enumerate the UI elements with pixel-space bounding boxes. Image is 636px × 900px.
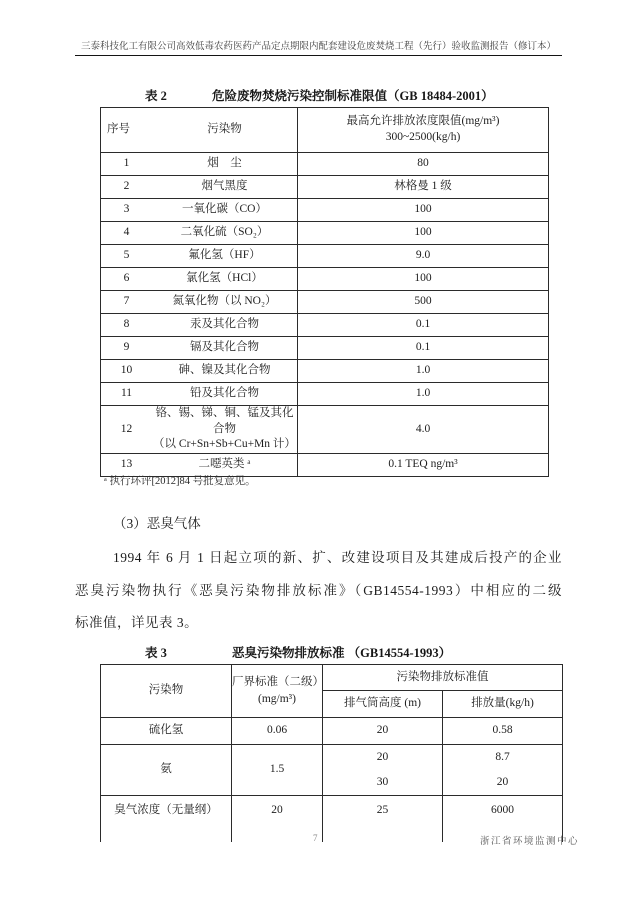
- table2-pollutant-line2: （以 Cr+Sn+Sb+Cu+Mn 计）: [153, 438, 296, 451]
- table2-cell-value: 0.1 TEQ ng/m³: [298, 453, 549, 476]
- table2-cell-value: 林格曼 1 级: [298, 176, 549, 199]
- table2-pollutant-line1: 烟 尘: [207, 157, 242, 170]
- table2-cell-no: 10: [101, 360, 153, 383]
- table2-cell-pollutant: [152, 153, 298, 176]
- table2-cell-pollutant: [152, 176, 298, 199]
- table2-cell-no: 4: [101, 222, 153, 245]
- table2-row: [101, 245, 549, 268]
- table2-pollutant-line1: 汞及其化合物: [190, 318, 259, 331]
- table3-rate-line2: 20: [496, 776, 509, 788]
- table2-cell-pollutant: [152, 360, 298, 383]
- table2-cell-pollutant: [152, 337, 298, 360]
- table2-cell-pollutant: [152, 245, 298, 268]
- table2-col-value-line1: 最高允许排放浓度限值(mg/m³): [346, 115, 500, 128]
- table2-cell-pollutant: [152, 406, 298, 454]
- table2-cell-no: 9: [101, 337, 153, 360]
- table2-cell-no: 8: [101, 314, 153, 337]
- table3-row-h2s: [101, 718, 563, 745]
- table2-cell-pollutant: [152, 291, 298, 314]
- table3-rate-line1: 8.7: [495, 751, 510, 763]
- table3-col-emission-group: 污染物排放标准值: [323, 665, 563, 691]
- table2-cell-value: 500: [298, 291, 549, 314]
- running-header: 三泰科技化工有限公司高效低毒农药医药产品定点期限内配套建设危废焚烧工程（先行）验收监测报告（修订本）: [80, 42, 556, 52]
- table2-pollutant-line1: 一氧化碳（CO）: [182, 203, 267, 216]
- section-heading: （3）恶臭气体: [113, 516, 201, 531]
- table2-caption-title: 危险废物焚烧污染控制标准限值（GB 18484-2001）: [212, 89, 494, 103]
- table3-col-boundary-line1: 厂界标准（二级）: [232, 675, 324, 688]
- table2-pollutant-line1: 二噁英类 ᵃ: [198, 457, 251, 470]
- table3-row-ammonia: [101, 745, 563, 796]
- table3-cell-height: 25: [323, 796, 443, 843]
- table2-cell-value: 4.0: [298, 406, 549, 454]
- table2-cell-no: 2: [101, 176, 153, 199]
- table2-cell-value: 100: [298, 199, 549, 222]
- table2-pollutant-line1: 铅及其化合物: [190, 387, 259, 400]
- table2-cell-pollutant: [152, 268, 298, 291]
- table2-row: [101, 153, 549, 176]
- table3-cell-pollutant: 氨: [101, 745, 232, 796]
- table3-header-row-1: [101, 665, 563, 691]
- table2-hazardous-waste-limits: [100, 107, 549, 477]
- table2-col-pollutant: 污染物: [152, 108, 298, 153]
- table2-row: [101, 337, 549, 360]
- table3-col-boundary: [232, 665, 323, 718]
- header-rule: [75, 55, 562, 56]
- table3-cell-rate: 6000: [443, 796, 563, 843]
- table3-cell-height: 20: [323, 718, 443, 745]
- table2-row: [101, 199, 549, 222]
- table3-caption-label: 表 3: [145, 646, 167, 660]
- table3-col-stack-height: 排气筒高度 (m): [323, 691, 443, 718]
- table2-cell-no: 6: [101, 268, 153, 291]
- table2-cell-value: 100: [298, 268, 549, 291]
- table2-caption-label: 表 2: [145, 89, 167, 103]
- table3-cell-boundary: 0.06: [232, 718, 323, 745]
- table2-cell-value: 1.0: [298, 383, 549, 406]
- table2-cell-value: 80: [298, 153, 549, 176]
- table3-cell-pollutant: 臭气浓度（无量纲）: [101, 796, 232, 843]
- page-number: 7: [313, 833, 318, 843]
- table2-cell-no: 3: [101, 199, 153, 222]
- table3-odor-standards: [100, 664, 563, 842]
- table2-cell-no: 12: [101, 406, 153, 454]
- table2-pollutant-line1: 烟气黑度: [201, 180, 248, 193]
- paragraph-line-1: 1994 年 6 月 1 日起立项的新、扩、改建设项目及其建成后投产的企业: [113, 550, 562, 564]
- table2-pollutant-line1: 氮氧化物（以 NO₂）: [172, 295, 277, 308]
- table3-caption: [145, 643, 451, 661]
- table3-cell-rate: [443, 745, 563, 796]
- table2-cell-no: 13: [101, 453, 153, 476]
- table3-cell-height: [323, 745, 443, 796]
- table2-row: [101, 360, 549, 383]
- table2-cell-no: 7: [101, 291, 153, 314]
- table2-footnote: ᵃ 执行环评[2012]84 号批复意见。: [104, 476, 256, 487]
- table2-cell-value: 1.0: [298, 360, 549, 383]
- table2-row: [101, 291, 549, 314]
- table2-pollutant-line1: 铬、锡、锑、铜、锰及其化合物: [155, 407, 294, 435]
- table2-cell-value: 0.1: [298, 314, 549, 337]
- table2-col-no: 序号: [101, 108, 153, 153]
- table2-cell-value: 100: [298, 222, 549, 245]
- table2-row: [101, 176, 549, 199]
- table3-cell-rate: 0.58: [443, 718, 563, 745]
- table2-cell-pollutant: [152, 222, 298, 245]
- table3-col-boundary-line2: (mg/m³): [258, 693, 296, 705]
- table3-col-emission-rate: 排放量(kg/h): [443, 691, 563, 718]
- table2-caption: [145, 86, 494, 104]
- table2-row: [101, 406, 549, 454]
- table2-pollutant-line1: 氟化氢（HF）: [188, 249, 261, 262]
- table3-height-line2: 30: [376, 776, 389, 788]
- table2-pollutant-line1: 二氧化硫（SO₂）: [180, 226, 269, 239]
- footer-organization: 浙江省环境监测中心: [479, 837, 579, 847]
- table2-cell-pollutant: [152, 383, 298, 406]
- table2-cell-no: 5: [101, 245, 153, 268]
- paragraph-line-2: 恶臭污染物执行《恶臭污染物排放标准》（GB14554-1993）中相应的二级: [75, 583, 562, 597]
- table2-row: [101, 222, 549, 245]
- table3-cell-boundary: 1.5: [232, 745, 323, 796]
- table2-cell-value: 9.0: [298, 245, 549, 268]
- table2-cell-value: 0.1: [298, 337, 549, 360]
- table2-cell-no: 1: [101, 153, 153, 176]
- table2-pollutant-line1: 砷、镍及其化合物: [178, 364, 271, 377]
- table3-cell-boundary: 20: [232, 796, 323, 843]
- table2-pollutant-line1: 氯化氢（HCl）: [186, 272, 263, 285]
- table2-cell-no: 11: [101, 383, 153, 406]
- table2-row: [101, 268, 549, 291]
- table2-row: [101, 314, 549, 337]
- table2-header-row: [101, 108, 549, 153]
- paragraph-line-3: 标准值，详见表 3。: [75, 615, 199, 630]
- table3-col-pollutant: 污染物: [101, 665, 232, 718]
- table2-col-value-line2: 300~2500(kg/h): [385, 131, 461, 143]
- table2-cell-pollutant: [152, 314, 298, 337]
- table2-pollutant-line1: 镉及其化合物: [190, 341, 259, 354]
- table3-caption-title: 恶臭污染物排放标准 （GB14554-1993）: [232, 646, 452, 660]
- table3-height-line1: 20: [376, 751, 389, 763]
- table2-row: [101, 383, 549, 406]
- table2-cell-pollutant: [152, 199, 298, 222]
- table2-col-value: [298, 108, 549, 153]
- table3-cell-pollutant: 硫化氢: [101, 718, 232, 745]
